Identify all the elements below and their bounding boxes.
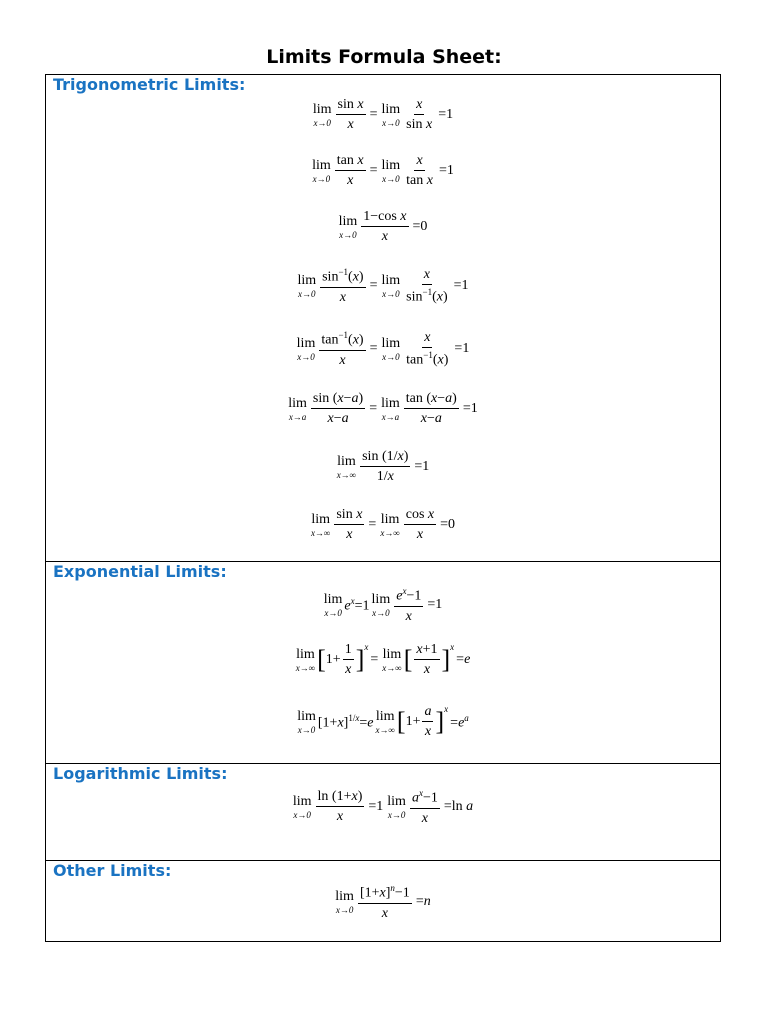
heading-trigonometric: Trigonometric Limits:	[53, 75, 246, 94]
page-title: Limits Formula Sheet:	[266, 46, 502, 68]
formula-exp-2: lim x→∞ [ 1+ $\frac{1}{x}$ ] $^x$ = lim x→∞ [ $\frac{x+1}{x}$ ] $^x$ =e	[295, 642, 471, 678]
heading-other: Other Limits:	[53, 861, 172, 880]
formula-exp-1: lim x→0 $e^x=1$ lim x→0 $\frac{e^x-1}{x}$ =1	[323, 586, 443, 624]
formula-trig-4: lim x→0 $\frac{\sin^{-1}(x)}{x}$ = lim x→0 $\frac{x}{\sin^{-1}(x)}$ =1	[297, 267, 469, 305]
formula-trig-5: lim x→0 $\frac{\tan^{-1}(x)}{x}$ = lim x→0 $\frac{x}{\tan^{-1}(x)}$ =1	[296, 330, 470, 368]
formula-trig-2: lim x→0 $\frac{\text{tan x}}{x}$ = lim x→0 $\frac{x}{\text{tan x}}$ =1	[312, 153, 454, 189]
heading-exponential: Exponential Limits:	[53, 562, 227, 581]
formula-other-1: lim x→0 $\frac{[1+x]^n-1}{x}$ =n	[335, 883, 431, 921]
section-logarithmic	[45, 763, 721, 861]
formula-trig-3: lim x→0 $\frac{\text{1−cos x}}{x}$ =0	[338, 209, 428, 245]
formula-trig-1: lim x→0 $\frac{\text{sin x}}{x}$ = lim x→0 $\frac{x}{\text{sin x}}$ =1	[312, 97, 454, 133]
formula-exp-3: lim x→0 $[1+x]^{1/x}=e$ lim x→∞ [ 1+ $\frac{a}{x}$ ] $^x$ $=e^a$	[297, 704, 469, 740]
formula-trig-6: lim x→a $\frac{\sin (x-a)}{x-a}$ = lim x→a $\frac{\tan (x-a)}{x-a}$ =1	[288, 391, 478, 427]
heading-logarithmic: Logarithmic Limits:	[53, 764, 228, 783]
section-exponential	[45, 561, 721, 764]
formula-trig-7: lim x→∞ $\frac{\sin (1/x)}{1/x}$ =1	[336, 449, 430, 485]
formula-log-1: lim x→0 $\frac{\ln (1+x)}{x}$ =1 lim x→0 $\frac{a^x-1}{x}$ =ln a	[292, 788, 474, 826]
section-trigonometric	[45, 74, 721, 562]
section-other	[45, 860, 721, 942]
formula-trig-8: lim x→∞ $\frac{\text{sin x}}{x}$ = lim x→∞ $\frac{\text{cos x}}{x}$ =0	[310, 507, 456, 543]
